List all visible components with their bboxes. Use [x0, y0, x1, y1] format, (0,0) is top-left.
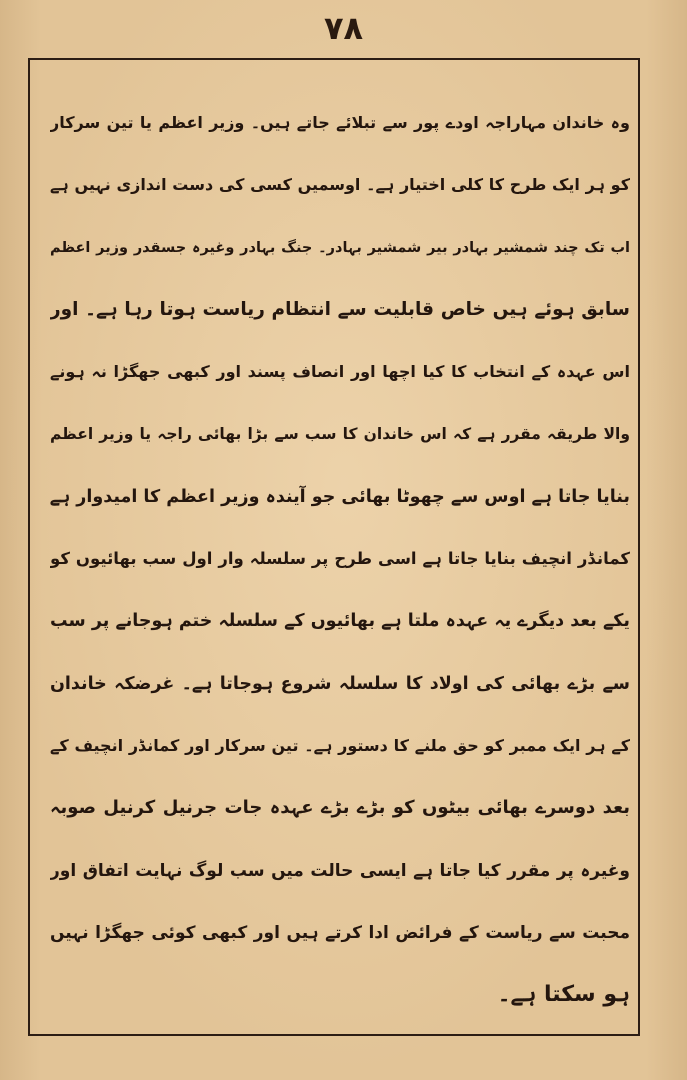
text-line: ہو سکتا ہے۔ [497, 982, 630, 1008]
text-line: وغیرہ پر مقرر کیا جاتا ہے ایسی حالت میں سب لوگ نہایت اتفاق اور [50, 860, 630, 881]
text-line: کو ہر ایک طرح کا کلی اختیار ہے۔ اوسمیں کسی کی دست اندازی نہیں ہے [50, 175, 630, 195]
text-line: بنایا جاتا ہے اوس سے چھوٹا بھائی جو آیندہ وزیر اعظم کا امیدوار ہے [50, 486, 630, 507]
text-line: کمانڈر انچیف بنایا جاتا ہے اسی طرح پر سلسلہ وار اول سب بھائیوں کو [50, 549, 630, 569]
text-line: وہ خاندان مہاراجہ اودے پور سے تبلائے جاتے ہیں۔ وزیر اعظم یا تین سرکار [50, 113, 630, 132]
text-line: یکے بعد دیگرے یہ عہدہ ملتا ہے بھائیوں کے سلسلہ ختم ہوجانے پر سب [50, 611, 630, 632]
text-line: کے ہر ایک ممبر کو حق ملنے کا دستور ہے۔ تین سرکار اور کمانڈر انچیف کے [50, 735, 630, 755]
body-text [50, 92, 630, 1026]
text-line: سابق ہوئے ہیں خاص قابلیت سے انتظام ریاست ہوتا رہا ہے۔ اور [50, 298, 630, 320]
text-line: بعد دوسرے بھائی بیٹوں کو بڑے بڑے عہدہ جات جرنیل کرنیل صوبہ [50, 797, 630, 819]
text-line: اس عہدہ کے انتخاب کا کیا اچھا اور انصاف پسند اور کبھی جھگڑا نہ ہونے [50, 362, 630, 382]
page-number: ۷۸ [323, 9, 364, 47]
text-line: محبت سے ریاست کے فرائض ادا کرتے ہیں اور کبھی کوئی جھگڑا نہیں [50, 922, 630, 943]
text-line: سے بڑے بھائی کی اولاد کا سلسلہ شروع ہوجاتا ہے۔ غرضکہ خاندان [50, 673, 630, 694]
text-line: والا طریقہ مقرر ہے کہ اس خاندان کا سب سے بڑا بھائی راجہ یا وزیر اعظم [50, 425, 630, 444]
text-line: اب تک چند شمشیر بہادر بیر شمشیر بہادر۔ جنگ بہادر وغیرہ جسقدر وزیر اعظم [50, 239, 630, 256]
